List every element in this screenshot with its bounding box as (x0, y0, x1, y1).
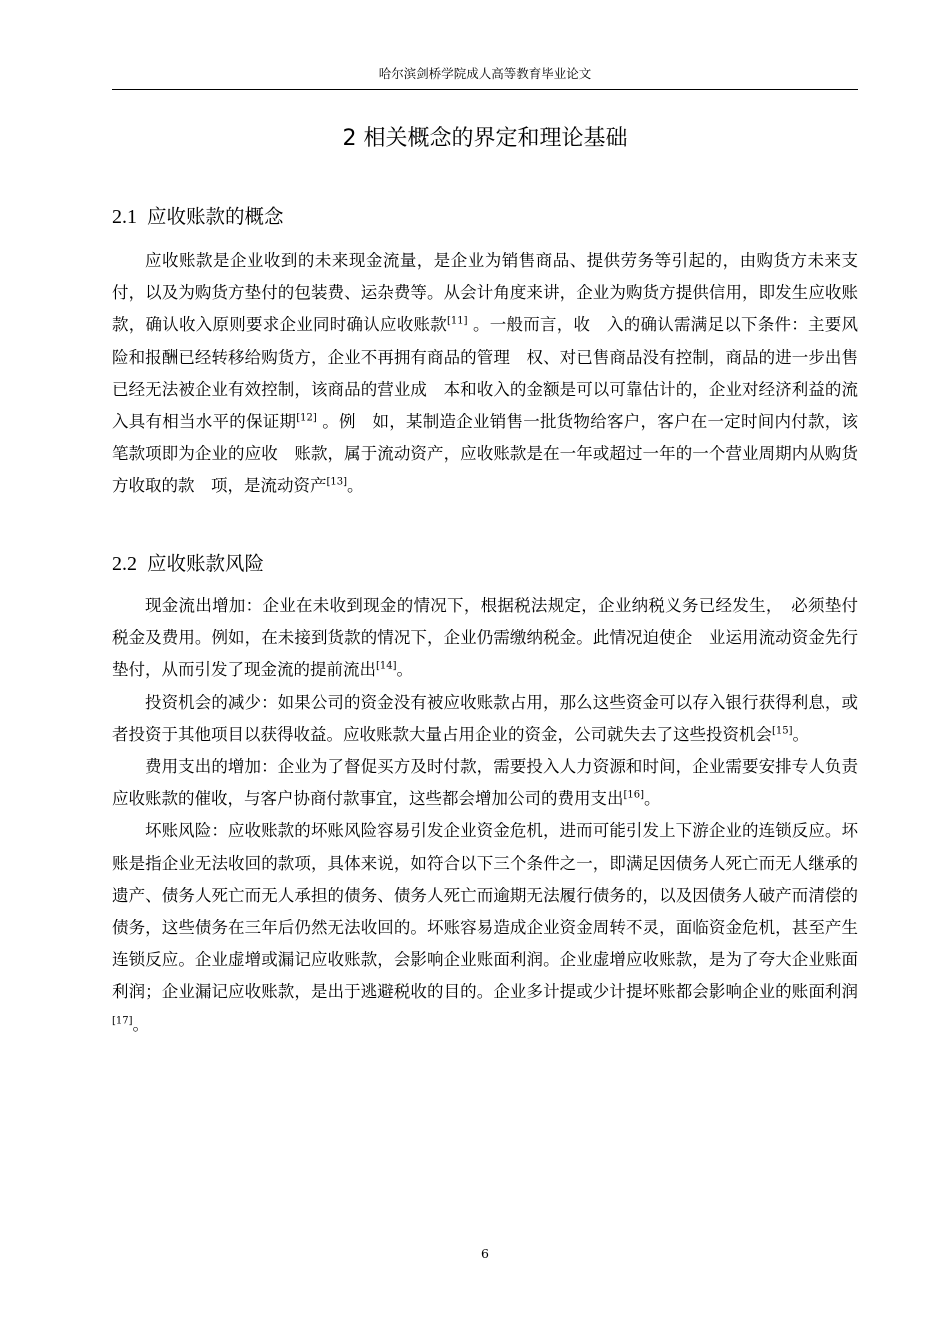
citation-ref: [15] (772, 725, 793, 737)
header-text: 哈尔滨剑桥学院成人高等教育毕业论文 (378, 66, 592, 81)
citation-ref: [14] (376, 660, 397, 672)
paragraph-text: 费用支出的增加：企业为了督促买方及时付款，需要投入人力资源和时间，企业需要安排专人负责应收账款的催收，与客户协商付款事宜，这些都会增加公司的费用支出 (112, 757, 858, 809)
chapter-title: 2 相关概念的界定和理论基础 (342, 126, 628, 151)
section-heading (112, 203, 858, 231)
paragraph-text: 投资机会的减少：如果公司的资金没有被应收账款占用，那么这些资金可以存入银行获得利息，或者投资于其他项目以获得收益。应收账款大量占用企业的资金，公司就失去了这些投资机会 (112, 692, 858, 744)
paragraph-text: 。 (792, 724, 810, 744)
paragraph-text: 。例 如，某制造企业销售一批货物给客户，客户在一定时间内付款，该笔款项即为企业的应收 账款，属于流动资产，应收账款是在一年或超过一年的一个营业周期内从购货方收取的款 项，是流动资产 (112, 412, 859, 496)
section-2-2 (112, 550, 858, 1041)
paragraph (112, 245, 858, 503)
section-heading (112, 550, 858, 578)
paragraph-text: 。 (396, 660, 414, 680)
citation-ref: [16] (623, 789, 645, 801)
section-number: 2.1 (112, 206, 137, 228)
section-number: 2.2 (112, 553, 137, 575)
paragraph (112, 815, 858, 1040)
citation-ref: [11] (447, 315, 468, 327)
paragraph-text: 。 (132, 1014, 150, 1034)
section-2-1 (112, 203, 858, 503)
section-title: 应收账款的概念 (147, 205, 284, 228)
paragraph-text: 。一般而言，收 入的确认需满足以下条件：主要风险和报酬已经转移给购货方，企业不再拥有商品的管理 权、对已售商品没有控制，商品的进一步出售已经无法被企业有效控制，该商品的营业成 本和收入的金额是可以可靠估计的，企业对经济利益的流入具有相当水平的保证期 (112, 315, 859, 432)
page-number: 6 (481, 1246, 489, 1261)
page-header (112, 64, 858, 90)
paragraph (112, 590, 858, 687)
paragraph-text: 。 (644, 789, 661, 809)
paragraph-text: 。 (347, 476, 364, 496)
paragraph (112, 751, 858, 815)
citation-ref: [13] (326, 476, 348, 488)
paragraph-text: 现金流出增加：企业在未收到现金的情况下，根据税法规定，企业纳税义务已经发生， 必须垫付税金及费用。例如，在未接到货款的情况下，企业仍需缴纳税金。此情况迫使企 业运用流动资金先行垫付，从而引发了现金流的提前流出 (112, 596, 858, 680)
paragraph (112, 687, 858, 751)
citation-ref: [12] (296, 412, 317, 424)
paragraph-text: 应收账款是企业收到的未来现金流量，是企业为销售商品、提供劳务等引起的，由购货方未来支付，以及为购货方垫付的包装费、运杂费等。从会计角度来讲，企业为购货方提供信用，即发生应收账款，确认收入原则要求企业同时确认应收账款 (112, 251, 858, 335)
section-title: 应收账款风险 (147, 552, 265, 575)
citation-ref: [17] (112, 1015, 133, 1027)
paragraph-text: 坏账风险：应收账款的坏账风险容易引发企业资金危机，进而可能引发上下游企业的连锁反应。坏账是指企业无法收回的款项，具体来说，如符合以下三个条件之一，即满足因债务人死亡而无人继承的遗产、债务人死亡而无人承担的债务、债务人死亡而逾期无法履行债务的，以及因债务人破产而清偿的债务，这些债务在三年后仍然无法收回的。坏账容易造成企业资金周转不灵，面临资金危机，甚至产生连锁反应。企业虚增或漏记应收账款，会影响企业账面利润。企业虚增应收账款，是为了夸大企业账面利润；企业漏记应收账款，是出于逃避税收的目的。企业多计提或少计提坏账都会影响企业的账面利润 (112, 821, 858, 1002)
